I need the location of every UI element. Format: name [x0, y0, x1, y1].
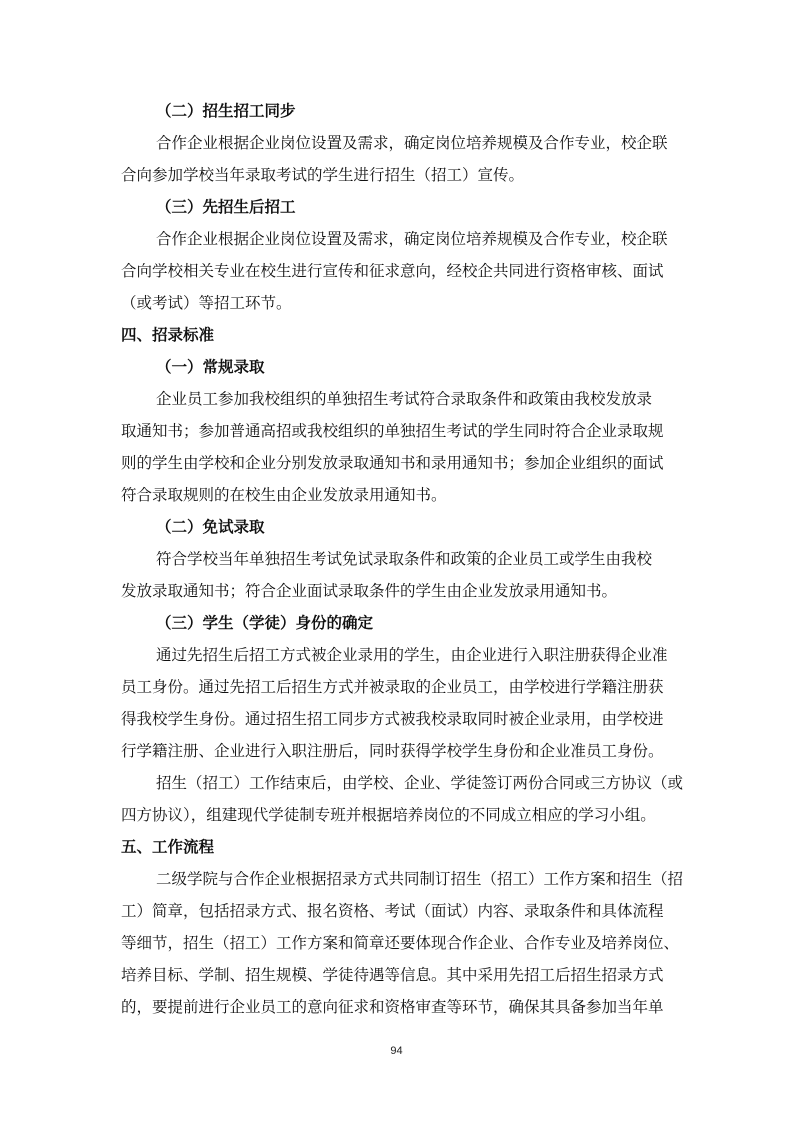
- paragraph-line: 等细节，招生（招工）工作方案和简章还要体现合作企业、合作专业及培养岗位、: [121, 934, 680, 952]
- paragraph-line: 二级学院与合作企业根据招录方式共同制订招生（招工）工作方案和招生（招: [156, 870, 684, 888]
- paragraph-line: 合作企业根据企业岗位设置及需求，确定岗位培养规模及合作专业，校企联: [156, 230, 668, 248]
- paragraph-line: 行学籍注册、企业进行入职注册后，同时获得学校学生身份和企业准员工身份。: [121, 742, 664, 760]
- paragraph-line: 得我校学生身份。通过招生招工同步方式被我校录取同时被企业录用，由学校进: [121, 710, 664, 728]
- section-heading: （三）学生（学徒）身份的确定: [156, 614, 374, 632]
- section-heading: （一）常规录取: [156, 358, 265, 376]
- paragraph-line: 则的学生由学校和企业分别发放录取通知书和录用通知书；参加企业组织的面试: [121, 454, 664, 472]
- section-heading: （三）先招生后招工: [156, 198, 296, 216]
- paragraph-line: 工）简章，包括招录方式、报名资格、考试（面试）内容、录取条件和具体流程: [121, 902, 664, 920]
- paragraph-line: 的，要提前进行企业员工的意向征求和资格审查等环节，确保其具备参加当年单: [121, 998, 664, 1016]
- paragraph-line: 合向学校相关专业在校生进行宣传和征求意向，经校企共同进行资格审核、面试: [121, 262, 664, 280]
- chapter-heading: 四、招录标准: [121, 326, 215, 344]
- paragraph-line: （或考试）等招工环节。: [121, 294, 292, 312]
- paragraph-line: 符合学校当年单独招生考试免试录取条件和政策的企业员工或学生由我校: [156, 550, 653, 568]
- paragraph-line: 四方协议），组建现代学徒制专班并根据培养岗位的不同成立相应的学习小组。: [121, 806, 656, 824]
- paragraph-line: 合向参加学校当年录取考试的学生进行招生（招工）宣传。: [121, 166, 525, 184]
- paragraph-line: 培养目标、学制、招生规模、学徒待遇等信息。其中采用先招工后招生招录方式: [121, 966, 664, 984]
- paragraph-line: 企业员工参加我校组织的单独招生考试符合录取条件和政策由我校发放录: [156, 390, 653, 408]
- paragraph-line: 发放录取通知书；符合企业面试录取条件的学生由企业发放录用通知书。: [121, 582, 618, 600]
- chapter-heading: 五、工作流程: [121, 838, 215, 856]
- paragraph-line: 员工身份。通过先招工后招生方式并被录取的企业员工，由学校进行学籍注册获: [121, 678, 664, 696]
- paragraph-line: 取通知书；参加普通高招或我校组织的单独招生考试的学生同时符合企业录取规: [121, 422, 664, 440]
- paragraph-line: 招生（招工）工作结束后，由学校、企业、学徒签订两份合同或三方协议（或: [156, 774, 684, 792]
- paragraph-line: 通过先招生后招工方式被企业录用的学生，由企业进行入职注册获得企业准: [156, 646, 668, 664]
- paragraph-line: 符合录取规则的在校生由企业发放录用通知书。: [121, 486, 447, 504]
- page-number: 94: [390, 1045, 403, 1057]
- section-heading: （二）免试录取: [156, 518, 265, 536]
- section-heading: （二）招生招工同步: [156, 102, 296, 120]
- paragraph-line: 合作企业根据企业岗位设置及需求，确定岗位培养规模及合作专业，校企联: [156, 134, 668, 152]
